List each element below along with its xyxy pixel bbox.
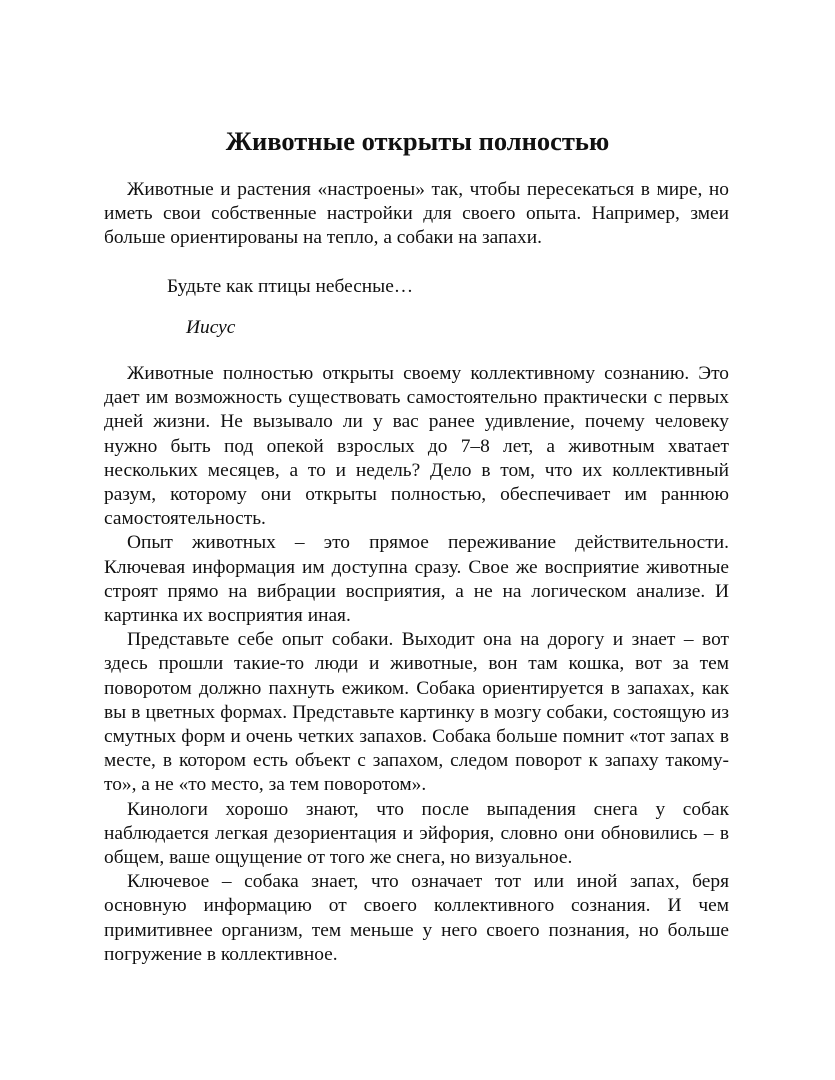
body-paragraph: Кинологи хорошо знают, что после выпадения снега у собак наблюдается легкая дезориентация и эйфория, словно они обновились – в общем, ваше ощущение от того же снега, но визуальное. — [104, 798, 729, 869]
epigraph-quote: Будьте как птицы небесные… — [167, 275, 414, 297]
epigraph-author: Иисус — [186, 316, 236, 338]
chapter-title: Животные открыты полностью — [225, 126, 610, 156]
body-paragraph: Животные полностью открыты своему коллективному сознанию. Это дает им возможность существовать самостоятельно практически с первых дней жизни. Не вызывало ли у вас ранее удивление, почему человеку нужно быть под опекой взрослых до 7–8 лет, а животным хватает нескольких месяцев, а то и недель? Дело в том, что их коллективный разум, которому они открыты полностью, обеспечивает им раннюю самостоятельность. — [104, 363, 729, 530]
body-paragraph: Представьте себе опыт собаки. Выходит она на дорогу и знает – вот здесь прошли такие-то люди и животные, вон там кошка, вот за тем поворотом должно пахнуть ежиком. Собака ориентируется в запахах, как вы в цветных формах. Представьте картинку в мозгу собаки, состоящую из смутных форм и очень четких запахов. Собака больше помнит «тот запах в месте, в котором есть объект с запахом, следом поворот к запаху такому-то», а не «то место, за тем поворотом». — [104, 629, 729, 796]
body-paragraph: Опыт животных – это прямое переживание действительности. Ключевая информация им доступна сразу. Свое же восприятие животные строят прямо на вибрации восприятия, а не на логическом анализе. И картинка их восприятия иная. — [104, 532, 729, 627]
body-paragraph: Ключевое – собака знает, что означает тот или иной запах, беря основную информацию от своего коллективного сознания. И чем примитивнее организм, тем меньше у него своего познания, но больше погружение в коллективное. — [104, 871, 729, 965]
chapter-body — [104, 178, 729, 967]
intro-paragraph: Животные и растения «настроены» так, чтобы пересекаться в мире, но иметь свои собственные настройки для своего опыта. Например, змеи больше ориентированы на тепло, а собаки на запахи. — [104, 179, 729, 249]
